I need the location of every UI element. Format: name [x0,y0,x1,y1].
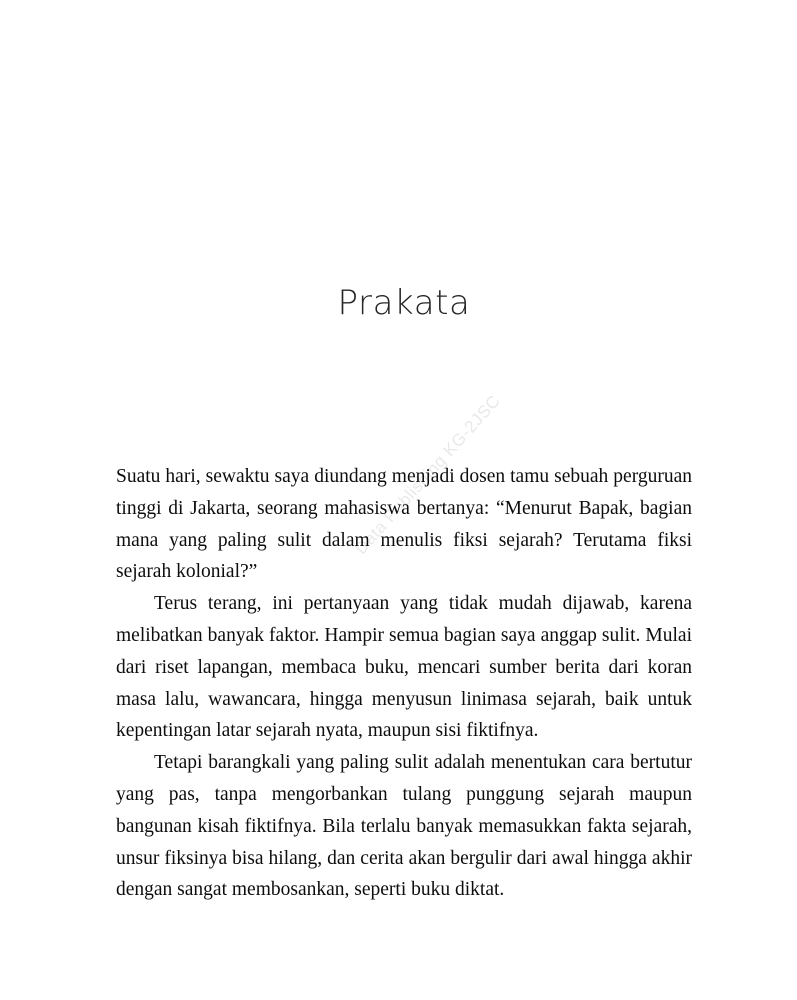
page-title: Prakata [337,283,471,323]
watermark-text: Data Publishing KG-2JSC [351,391,504,558]
paragraph: Terus terang, ini pertanyaan yang tidak mudah dijawab, karena melibatkan banyak faktor. Hampir semua bagian saya anggap sulit. Mulai dari riset lapangan, membaca buku, mencari sumber berita dari koran masa lalu, wawancara, hingga menyusun linimasa sejarah, baik untuk kepentingan latar sejarah nyata, maupun sisi fiktifnya. [116,593,692,742]
page-content-column [116,0,692,1000]
body-text-block [116,461,692,906]
paragraph: Tetapi barangkali yang paling sulit adalah menentukan cara bertutur yang pas, tanpa mengorbankan tulang punggung sejarah maupun bangunan kisah fiktifnya. Bila terlalu banyak memasukkan fakta sejarah, unsur fiksinya bisa hilang, dan cerita akan bergulir dari awal hingga akhir dengan sangat membosankan, seperti buku diktat. [116,752,692,901]
paragraph: Suatu hari, sewaktu saya diundang menjadi dosen tamu sebuah perguruan tinggi di Jakarta, seorang mahasiswa bertanya: “Menurut Bapak, bagian mana yang paling sulit dalam menulis fiksi sejarah? Terutama fiksi sejarah kolonial?” [116,466,692,583]
